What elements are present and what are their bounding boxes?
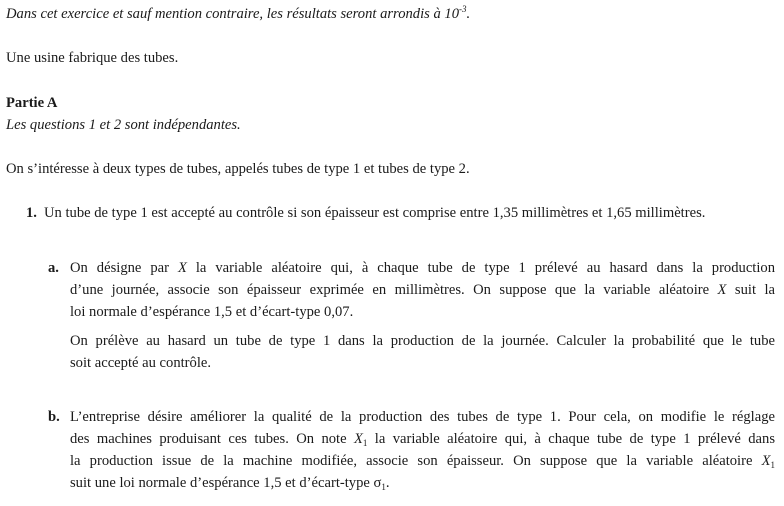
part-a-title: Partie A [6,95,58,111]
factory-statement: Une usine fabrique des tubes. [6,50,179,66]
question-1-text: Un tube de type 1 est accepté au contrôle si son épaisseur est comprise entre 1,35 millimètres et 1,65 millimètres. [44,205,706,221]
rounding-text: Dans cet exercice et sauf mention contraire, les résultats seront arrondis à 10 [6,6,460,22]
variable-x: X [717,282,727,298]
question-1b-label: b. [48,409,60,425]
rounding-exponent: -3 [459,4,467,14]
variable-x: X [177,260,187,276]
question-1a-paragraph-2: On prélève au hasard un tube de type 1 dans la production de la journée. Calculer la probabilité que le tube soit accepté au contrôle. [70,333,775,371]
variable-x1: X [761,453,771,469]
sigma-symbol: σ [373,475,382,491]
question-1-number: 1. [26,205,37,221]
question-1a-label: a. [48,260,59,276]
question-1a-paragraph-1: On désigne par X la variable aléatoire qui, à chaque tube de type 1 prélevé au hasard dans la production d’une journée, associe son épaisseur exprimée en millimètres. On suppose que la variable aléatoire X suit la loi normale d’espérance 1,5 et d’écart-type 0,07. [70,260,775,320]
rounding-instruction [6,4,470,24]
part-a-context: On s’intéresse à deux types de tubes, appelés tubes de type 1 et tubes de type 2. [6,161,470,177]
rounding-period: . [466,6,471,22]
part-a-subtitle: Les questions 1 et 2 sont indépendantes. [6,117,241,133]
variable-x1: X [353,431,363,447]
question-1b-paragraph: L’entreprise désire améliorer la qualité de la production des tubes de type 1. Pour cela, on modifie le réglage des machines produisant ces tubes. On note $X_1$ la variable aléatoire qui, à chaque tube de type 1 prélevé dans la production issue de la machine modifiée, associe son épaisseur. On suppose que la variable aléatoire $X_1$ suit une loi normale d’espérance 1,5 et d’écart-type $\sigma_1$. [70,409,775,492]
